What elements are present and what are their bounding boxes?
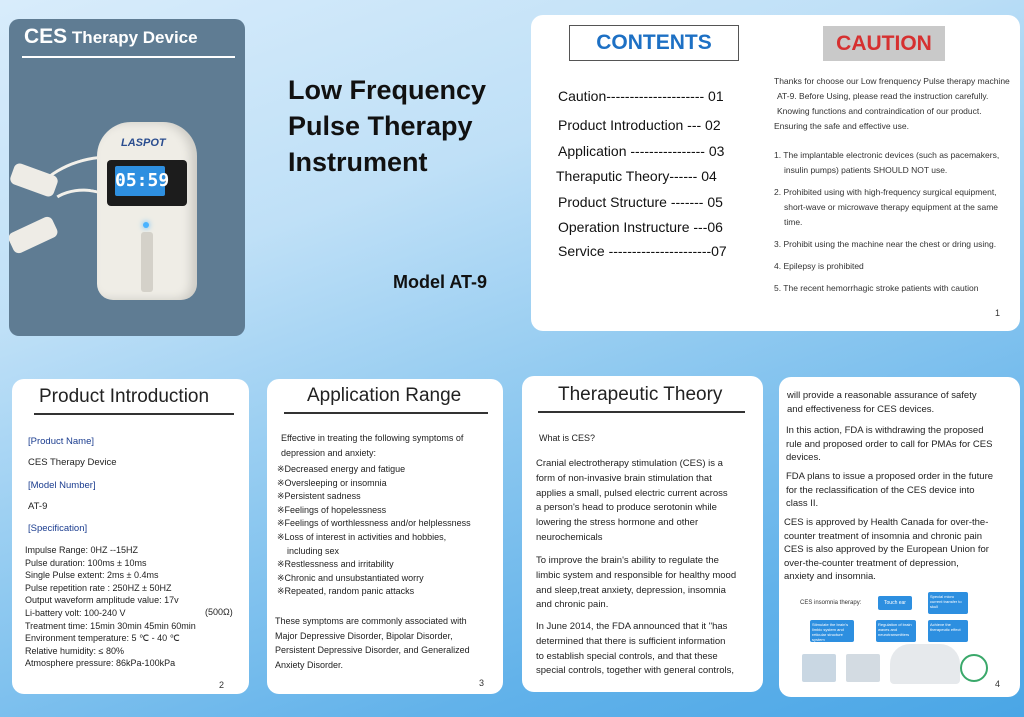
toc-item: Product Structure ------- 05: [558, 194, 723, 210]
title-underline: [34, 413, 234, 415]
product-name-value: CES Therapy Device: [28, 457, 117, 468]
symptom-item: including sex: [287, 545, 340, 556]
page-number: 4: [995, 679, 1001, 689]
symptom-item: ※Oversleeping or insomnia: [277, 477, 387, 488]
page4-line: FDA plans to issue a proposed order in the future: [786, 471, 994, 482]
page4-line: class II.: [786, 498, 819, 509]
spec-item: Pulse duration: 100ms ± 10ms: [25, 557, 147, 568]
application-intro: [281, 431, 463, 461]
symptom-item: ※Feelings of hopelessness: [277, 504, 387, 515]
diagram-box-stimulate: Stimulate the brain's limbic system and reticular structure system: [810, 620, 854, 642]
symptom-item: ※Restlessness and irritability: [277, 559, 394, 570]
specification-label: [Specification]: [28, 523, 88, 534]
application-outro-line: Persistent Depressive Disorder, and Generalized: [275, 645, 470, 655]
product-intro-card: [12, 379, 249, 694]
page4-paragraph: [786, 424, 992, 465]
theory-line: and chronic pain.: [536, 599, 609, 611]
caution-intro-line: Knowing functions and contraindication of our product.: [777, 106, 982, 116]
theory-card: [522, 376, 763, 692]
caution-item: time.: [784, 217, 803, 227]
diagram-title: CES insomnia therapy:: [800, 600, 862, 606]
theory-line: Cranial electrotherapy stimulation (CES) is a: [536, 458, 723, 469]
theory-line: In June 2014, the FDA announced that it "has: [536, 621, 728, 632]
spec-item: Pulse repetition rate : 250HZ ± 50HZ: [25, 582, 172, 593]
toc-item: Product Introduction --- 02: [558, 117, 721, 133]
device-image: [97, 122, 197, 300]
caution-item: 1. The implantable electronic devices (such as pacemakers,: [774, 150, 1000, 160]
theory-paragraph: [536, 457, 728, 546]
product-intro-title: Product Introduction: [39, 386, 210, 407]
device-card-title-big: CES: [24, 25, 68, 48]
page-number: 2: [219, 680, 225, 690]
application-card: [267, 379, 503, 694]
spec-item: Environment temperature: 5 ℃ - 40 ℃: [25, 633, 180, 644]
contents-title: CONTENTS: [569, 25, 739, 61]
caution-intro-line: AT-9. Before Using, please read the instruction carefully.: [777, 91, 989, 101]
caution-title: CAUTION: [823, 26, 945, 61]
application-title: Application Range: [307, 385, 462, 406]
page4-line: and effectiveness for CES devices.: [787, 404, 935, 415]
symptom-item: ※Repeated, random panic attacks: [277, 586, 415, 597]
toc-item: Caution--------------------- 01: [558, 88, 724, 104]
page4-line: anxiety and insomnia.: [784, 571, 876, 582]
main-title-line1: Low Frequency: [288, 75, 487, 105]
page4-line: CES is also approved by the European Union for: [784, 544, 989, 555]
theory-title: Therapeutic Theory: [558, 384, 723, 405]
led-indicator: [143, 222, 149, 228]
symptom-list: [277, 463, 471, 599]
application-outro-line: Anxiety Disorder.: [275, 659, 344, 670]
theory-line: form of non-invasive brain stimulation that: [536, 472, 712, 484]
cycle-icon: [960, 654, 988, 682]
caution-intro-line: Ensuring the safe and effective use.: [774, 121, 909, 131]
application-outro-line: These symptoms are commonly associated with: [275, 616, 467, 626]
product-name-label: [Product Name]: [28, 436, 94, 447]
caution-item: insulin pumps) patients SHOULD NOT use.: [784, 165, 948, 175]
application-intro-line: Effective in treating the following symptoms of: [281, 433, 464, 443]
caution-item: 4. Epilepsy is prohibited: [774, 261, 864, 271]
spec-item: Single Pulse extent: 2ms ± 0.4ms: [25, 570, 159, 581]
model-number-label: [Model Number]: [28, 480, 96, 491]
application-intro-line: depression and anxiety:: [281, 448, 377, 458]
diagram-box-touch: Touch ear: [878, 596, 912, 610]
main-title-line2: Pulse Therapy: [288, 111, 473, 141]
diagram-box-regulation: Regulation of brain waves and neurotransmitters: [876, 620, 916, 642]
page4-line: for the reclassification of the CES device into: [786, 484, 975, 496]
lcd-time: 05:59: [115, 166, 165, 196]
device-card-header: [24, 25, 198, 49]
theory-line: determined that there is sufficient information: [536, 635, 726, 647]
title-underline: [538, 411, 745, 413]
spec-item: Li-battery volt: 100-240 V: [25, 607, 126, 618]
symptom-item: ※Feelings of worthlessness and/or helplessness: [277, 518, 471, 529]
spec-list: [25, 544, 196, 670]
theory-line: and sleep,treat anxiety, depression, insomnia: [536, 584, 726, 596]
theory-line: neurochemicals: [536, 531, 603, 543]
diagram-box-achieve: Achieve the therapeutic effect: [928, 620, 968, 642]
page4-line: In this action, FDA is withdrawing the proposed: [786, 425, 984, 436]
theory-line: special controls, together with general controls,: [536, 665, 735, 677]
photo-thumbnail: [802, 654, 836, 682]
header-underline: [22, 56, 235, 58]
theory-line: to establish special controls, and that these: [536, 650, 718, 662]
ces-therapy-diagram: [790, 592, 995, 687]
toc-item: Operation Instructure ---06: [558, 219, 723, 235]
theory-line: lowering the stress hormone and other: [536, 517, 699, 529]
caution-item: 5. The recent hemorrhagic stroke patients with caution: [774, 283, 979, 293]
toc-item: Application ---------------- 03: [558, 143, 725, 159]
caution-list: [774, 148, 999, 296]
main-title-line3: Instrument: [288, 147, 428, 177]
spec-item: Relative humidity: ≤ 80%: [25, 645, 124, 656]
main-title: [288, 72, 486, 180]
symptom-item: ※Chronic and unsubstantiated worry: [277, 572, 424, 583]
symptom-item: ※Loss of interest in activities and hobbies,: [277, 531, 447, 542]
page4-line: rule and proposed order to call for PMAs for CES: [786, 438, 993, 450]
page4-paragraph: [786, 470, 993, 511]
spec-item: Atmosphere pressure: 86kPa-100kPa: [25, 658, 176, 669]
brain-illustration: [890, 644, 960, 684]
device-card-title: Therapy Device: [71, 28, 198, 47]
toc-item: Theraputic Theory------ 04: [556, 168, 717, 184]
toc-item: Service ----------------------07: [558, 243, 727, 259]
title-underline: [284, 412, 488, 414]
impedance-note: (500Ω): [205, 607, 233, 617]
page4-line: counter treatment of insomnia and chronic pain: [784, 530, 983, 542]
theory-question: What is CES?: [539, 433, 596, 443]
page-number: 1: [995, 308, 1001, 318]
symptom-item: ※Persistent sadness: [277, 491, 361, 502]
application-outro-line: Major Depressive Disorder, Bipolar Disorder,: [275, 630, 453, 641]
application-outro: [275, 614, 470, 672]
caution-item: 3. Prohibit using the machine near the chest or dring using.: [774, 239, 997, 249]
device-slot: [141, 232, 153, 292]
symptom-item: ※Decreased energy and fatigue: [277, 464, 406, 474]
page4-paragraph: [784, 516, 989, 584]
page-number: 3: [479, 678, 485, 688]
spec-item: Output waveform amplitude value: 17v: [25, 595, 179, 606]
page4-line: will provide a reasonable assurance of safety: [787, 390, 977, 401]
photo-thumbnail: [846, 654, 880, 682]
caution-intro-line: Thanks for choose our Low frenquency Pulse therapy machine: [774, 76, 1010, 86]
device-card: [9, 19, 245, 336]
page4-line: over-the-counter treatment of depression,: [784, 557, 959, 569]
page4-line: CES is approved by Health Canada for over-the-: [784, 517, 989, 528]
caution-item: short-wave or microwave therapy equipment at the same: [784, 202, 999, 212]
theory-line: a person's head to produce serotonin while: [536, 502, 717, 514]
model-number-value: AT-9: [28, 501, 48, 512]
spec-item: Impulse Range: 0HZ --15HZ: [25, 545, 139, 555]
theory-line: To improve the brain's ability to regulate the: [536, 555, 719, 566]
page4-line: devices.: [786, 452, 821, 463]
model-label: Model AT-9: [393, 272, 487, 292]
spec-item: Treatment time: 15min 30min 45min 60min: [25, 620, 196, 631]
device-screen: [107, 160, 187, 206]
theory-line: applies a small, pulsed electric current across: [536, 487, 728, 499]
brand-logo: LASPOT: [121, 137, 166, 149]
contents-caution-card: [531, 15, 1020, 331]
theory-paragraph: [536, 554, 736, 613]
caution-intro: [774, 74, 1010, 134]
page4-paragraph: [787, 389, 977, 417]
theory-paragraph: [536, 620, 734, 679]
caution-item: 2. Prohibited using with high-frequency surgical equipment,: [774, 187, 997, 197]
diagram-box-special: Special micro current transfer to skull: [928, 592, 968, 614]
theory-line: limbic system and responsible for healthy mood: [536, 569, 737, 581]
